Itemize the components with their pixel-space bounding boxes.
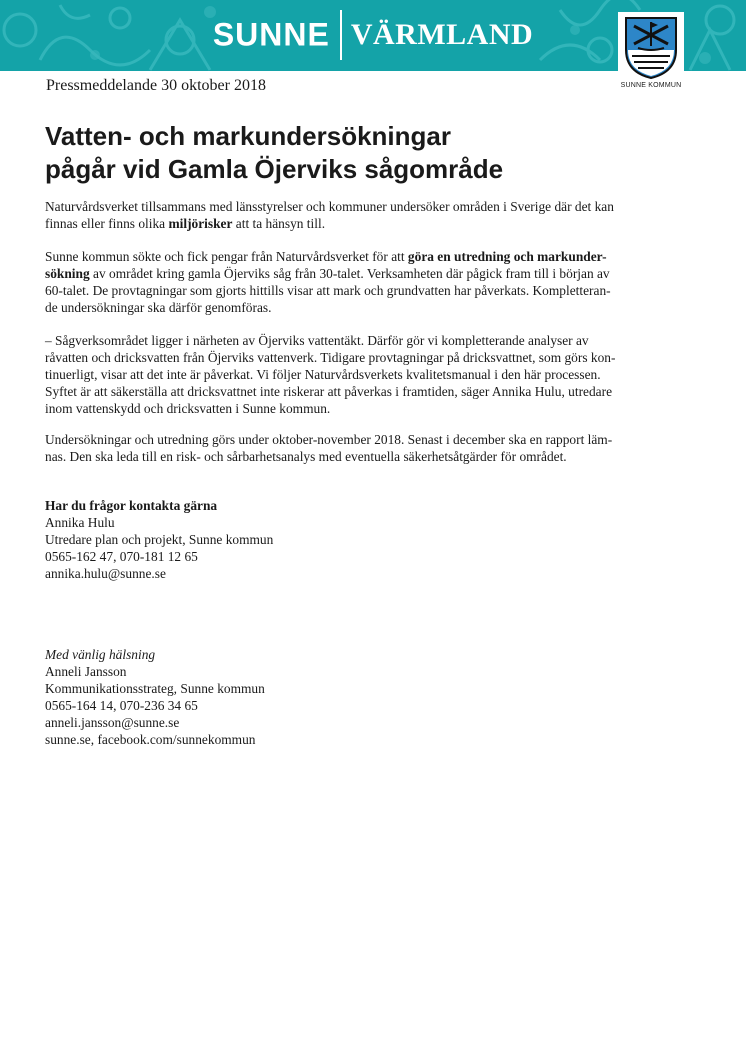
contact-block	[45, 497, 273, 582]
press-release-date: Pressmeddelande 30 oktober 2018	[46, 77, 266, 94]
signoff-web-links[interactable]: sunne.se, facebook.com/sunnekommun	[45, 732, 256, 747]
signoff-greeting: Med vänlig hälsning	[45, 647, 156, 662]
contact-email-link[interactable]: annika.hulu@sunne.se	[45, 566, 166, 581]
text-line: Syftet är att säkerställa att dricksvattnet inte riskerar att påverkas i framtiden, säger Annika Hulu, utredare	[45, 384, 613, 399]
text-line: att ta hänsyn till.	[232, 216, 326, 231]
text-line: Sunne kommun sökte och fick pengar från Naturvårdsverket för att	[45, 249, 408, 264]
emphasis-text: miljörisker	[168, 216, 233, 231]
signoff-block	[45, 646, 265, 748]
brand-divider	[340, 10, 342, 60]
text-line: råvatten och dricksvatten från Öjerviks vattenverk. Tidigare provtagningar på dricksvattnet, som görs kon-	[45, 350, 616, 365]
text-line: inom vattenskydd och dricksvatten i Sunne kommun.	[45, 401, 331, 416]
emphasis-text: sökning	[45, 266, 90, 281]
text-line: nas. Den ska leda till en risk- och sårbarhetsanalys med eventuella säkerhetsåtgärder för området.	[45, 449, 567, 464]
text-line: – Sågverksområdet ligger i närheten av Öjerviks vattentäkt. Därför gör vi kompletterande analyser av	[45, 333, 589, 348]
brand-varmland: VÄRMLAND	[350, 18, 534, 51]
text-line: Undersökningar och utredning görs under oktober-november 2018. Senast i december ska en rapport läm-	[45, 432, 613, 447]
signoff-email-link[interactable]: anneli.jansson@sunne.se	[45, 715, 180, 730]
signoff-role: Kommunikationsstrateg, Sunne kommun	[45, 681, 265, 696]
paragraph-quote	[45, 332, 665, 417]
headline-line-1: Vatten- och markundersökningar	[45, 121, 451, 151]
brand-sunne: SUNNE	[212, 16, 330, 53]
logo-label: SUNNE KOMMUN	[620, 82, 682, 89]
contact-role: Utredare plan och projekt, Sunne kommun	[45, 532, 274, 547]
text-line: de undersökningar ska därför genomföras.	[45, 300, 272, 315]
signoff-name: Anneli Jansson	[45, 664, 127, 679]
text-line: 60-talet. De provtagningar som gjorts hittills visar att mark och grundvatten har påverkats. Kompletteran-	[45, 283, 611, 298]
contact-phone: 0565-162 47, 070-181 12 65	[45, 549, 198, 564]
paragraph-funding	[45, 248, 665, 316]
text-line: Naturvårdsverket tillsammans med länsstyrelser och kommuner undersöker områden i Sverige där det kan	[45, 199, 614, 214]
emphasis-text: göra en utredning och markunder-	[407, 249, 607, 264]
municipality-logo	[618, 12, 684, 96]
text-line: finnas eller finns olika	[45, 216, 169, 231]
text-line: tinuerligt, visar att det inte är påverkat. Vi följer Naturvårdsverkets kvalitetsmanual i den här processen.	[45, 367, 601, 382]
contact-name: Annika Hulu	[45, 515, 115, 530]
paragraph-schedule	[45, 431, 665, 465]
coat-of-arms-icon	[624, 16, 678, 80]
contact-heading: Har du frågor kontakta gärna	[45, 498, 218, 513]
text-line: av området kring gamla Öjerviks såg från 30-talet. Verksamheten där pågick fram till i början av	[89, 266, 610, 281]
headline	[45, 120, 665, 186]
headline-line-2: pågår vid Gamla Öjerviks sågområde	[45, 154, 504, 184]
paragraph-intro	[45, 198, 665, 232]
signoff-phone: 0565-164 14, 070-236 34 65	[45, 698, 198, 713]
